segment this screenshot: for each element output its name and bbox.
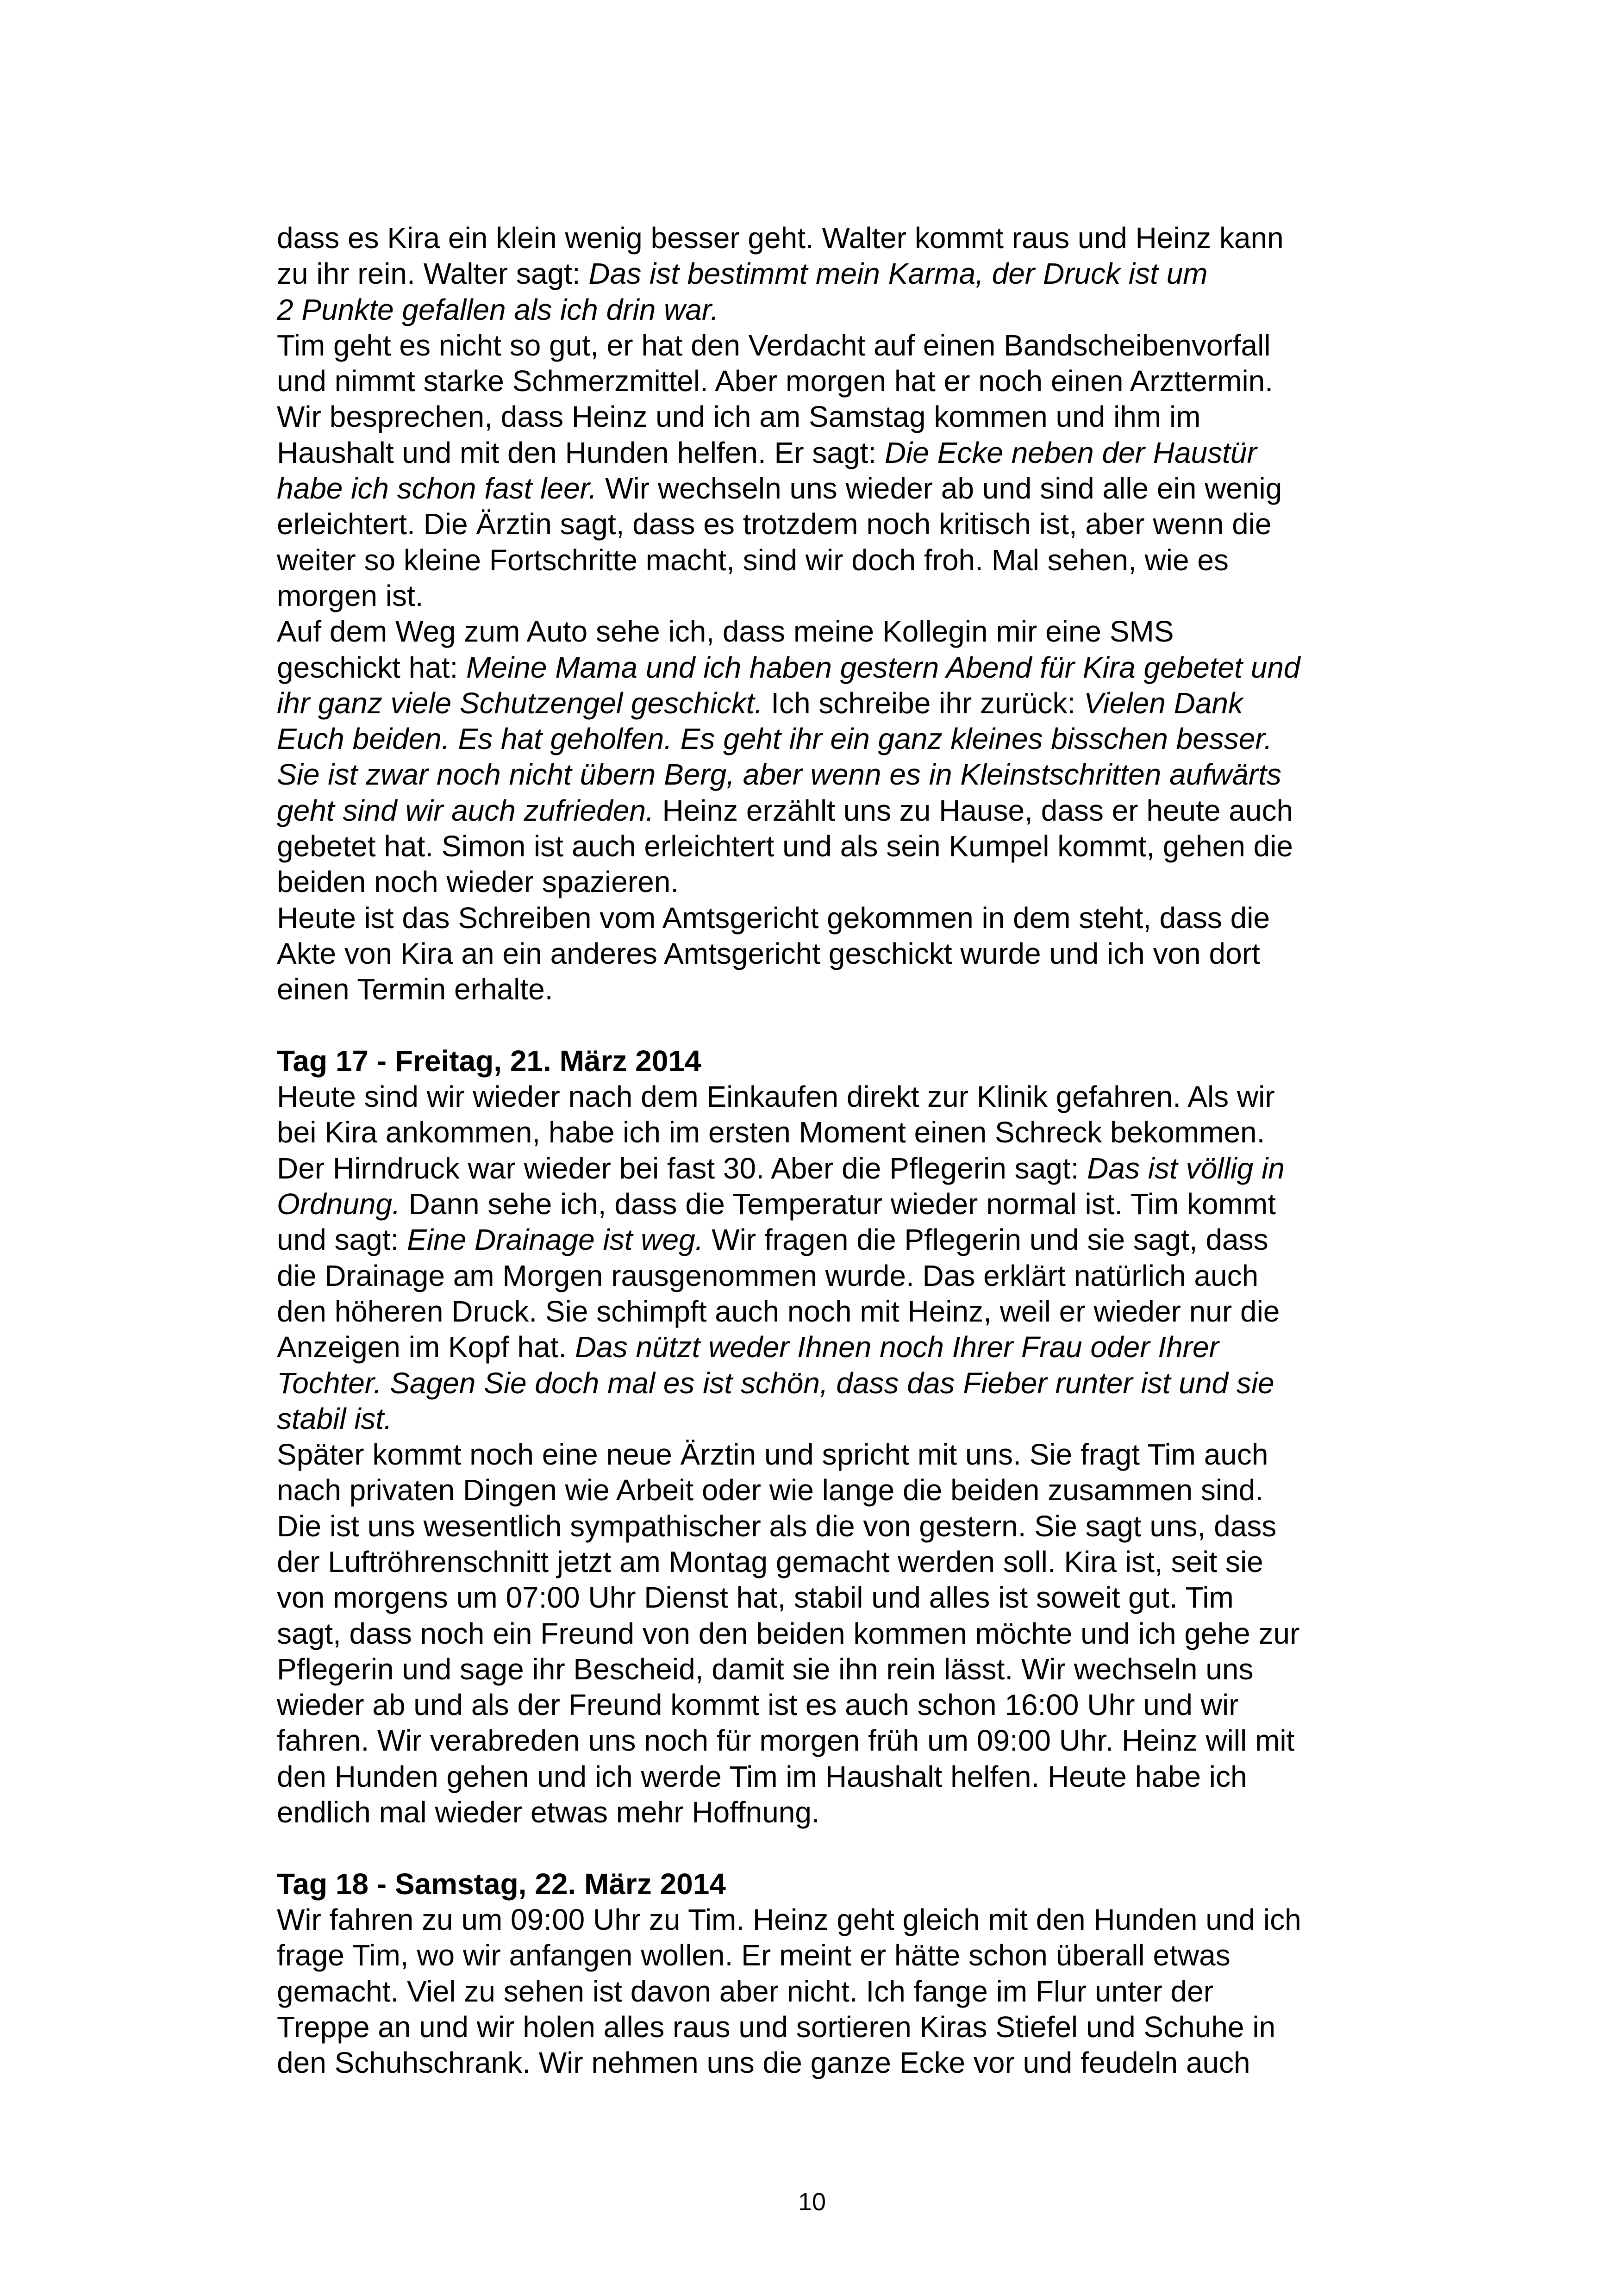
text-segment: Heute sind wir wieder nach dem Einkaufen direkt zur Klinik gefahren. Als wir [277,1080,1275,1114]
text-segment: morgen ist. [277,579,424,612]
text-segment: gebetet hat. Simon ist auch erleichtert und als sein Kumpel kommt, gehen die [277,829,1293,863]
text-segment: den höheren Druck. Sie schimpft auch noch mit Heinz, weil er wieder nur die [277,1294,1280,1328]
quoted-speech: Das ist bestimmt mein Karma, der Druck ist um [588,257,1208,291]
text-segment: von morgens um 07:00 Uhr Dienst hat, stabil und alles ist soweit gut. Tim [277,1581,1234,1615]
text-segment: Wir wechseln uns wieder ab und sind alle ein wenig [597,472,1282,505]
text-segment: Auf dem Weg zum Auto sehe ich, dass meine Kollegin mir eine SMS [277,615,1174,649]
text-segment: Wir fragen die Pflegerin und sie sagt, dass [703,1223,1268,1257]
text-line [277,686,1369,721]
text-segment: nach privaten Dingen wie Arbeit oder wie lange die beiden zusammen sind. [277,1473,1264,1507]
text-line [277,1687,1369,1723]
text-line [277,292,1369,328]
text-segment: Haushalt und mit den Hunden helfen. Er sagt: [277,436,885,469]
text-line [277,936,1369,972]
text-line [277,1437,1369,1472]
text-line [277,1079,1369,1115]
paragraph-gap [277,1008,1369,1043]
text-line [277,900,1369,936]
quoted-speech: Ordnung. [277,1187,400,1221]
quoted-speech: ihr ganz viele Schutzengel geschickt. [277,686,763,720]
text-segment: Dann sehe ich, dass die Temperatur wieder normal ist. Tim kommt [400,1187,1276,1221]
text-line [277,650,1369,686]
text-line [277,543,1369,578]
text-line [277,328,1369,363]
text-line [277,2009,1369,2045]
text-line [277,1472,1369,1508]
text-line [277,1723,1369,1759]
text-line [277,1759,1369,1795]
text-line [277,793,1369,829]
text-segment: und sagt: [277,1223,407,1257]
section-heading [277,1043,1369,1079]
text-line [277,757,1369,792]
text-line [277,506,1369,542]
text-line [277,972,1369,1007]
quoted-speech: Meine Mama und ich haben gestern Abend für Kira gebetet und [466,650,1300,684]
text-line [277,1616,1369,1652]
text-line [277,1974,1369,2009]
text-line [277,1580,1369,1615]
text-segment: Tag 18 - Samstag, 22. März 2014 [277,1867,726,1901]
text-line [277,1186,1369,1222]
quoted-speech: habe ich schon fast leer. [277,472,597,505]
text-segment: erleichtert. Die Ärztin sagt, dass es trotzdem noch kritisch ist, aber wenn die [277,507,1272,541]
quoted-speech: Euch beiden. Es hat geholfen. Es geht ihr ein ganz kleines bisschen besser. [277,722,1273,756]
text-line [277,1509,1369,1544]
text-segment: Akte von Kira an ein anderes Amtsgericht geschickt wurde und ich von dort [277,936,1260,970]
text-line [277,1902,1369,1938]
text-segment: einen Termin erhalte. [277,973,553,1006]
page-number: 10 [798,2188,826,2216]
quoted-speech: Vielen Dank [1084,686,1243,720]
text-line [277,1222,1369,1258]
text-segment: sagt, dass noch ein Freund von den beiden kommen möchte und ich gehe zur [277,1616,1300,1650]
text-line [277,721,1369,757]
text-line [277,864,1369,900]
paragraph-gap [277,1830,1369,1866]
text-line [277,1151,1369,1186]
text-line [277,1401,1369,1437]
text-line [277,435,1369,471]
text-segment: zu ihr rein. Walter sagt: [277,257,589,291]
text-line [277,1366,1369,1401]
text-segment: endlich mal wieder etwas mehr Hoffnung. [277,1796,820,1829]
quoted-speech: Das ist völlig in [1087,1151,1285,1185]
text-segment: weiter so kleine Fortschritte macht, sind wir doch froh. Mal sehen, wie es [277,543,1229,577]
text-line [277,2045,1369,2081]
text-line [277,1115,1369,1150]
text-line [277,399,1369,435]
text-segment: frage Tim, wo wir anfangen wollen. Er meint er hätte schon überall etwas [277,1939,1230,1972]
text-segment: fahren. Wir verabreden uns noch für morgen früh um 09:00 Uhr. Heinz will mit [277,1724,1295,1758]
text-segment: Wir besprechen, dass Heinz und ich am Samstag kommen und ihm im [277,400,1201,434]
text-line [277,614,1369,649]
text-line [277,578,1369,614]
text-line [277,363,1369,399]
text-line [277,1294,1369,1329]
text-segment: Treppe an und wir holen alles raus und sortieren Kiras Stiefel und Schuhe in [277,2010,1276,2044]
quoted-speech: Eine Drainage ist weg. [407,1223,704,1257]
text-segment: Heute ist das Schreiben vom Amtsgericht gekommen in dem steht, dass die [277,901,1270,935]
quoted-speech: Das nützt weder Ihnen noch Ihrer Frau oder Ihrer [575,1330,1219,1364]
text-line [277,256,1369,292]
text-segment: Die ist uns wesentlich sympathischer als die von gestern. Sie sagt uns, dass [277,1509,1277,1543]
text-line [277,1329,1369,1365]
text-segment: Wir fahren zu um 09:00 Uhr zu Tim. Heinz geht gleich mit den Hunden und ich [277,1902,1301,1936]
text-line [277,471,1369,506]
quoted-speech: 2 Punkte gefallen als ich drin war. [277,293,719,326]
text-segment: Pflegerin und sage ihr Bescheid, damit sie ihn rein lässt. Wir wechseln uns [277,1652,1254,1686]
text-line [277,1544,1369,1580]
text-segment: gemacht. Viel zu sehen ist davon aber nicht. Ich fange im Flur unter der [277,1974,1214,2008]
text-line [277,1258,1369,1294]
text-segment: beiden noch wieder spazieren. [277,865,679,899]
text-segment: bei Kira ankommen, habe ich im ersten Moment einen Schreck bekommen. [277,1116,1265,1149]
quoted-speech: Die Ecke neben der Haustür [884,436,1257,469]
quoted-speech: geht sind wir auch zufrieden. [277,793,654,827]
text-segment: geschickt hat: [277,650,467,684]
text-segment: den Schuhschrank. Wir nehmen uns die ganze Ecke vor und feudeln auch [277,2046,1250,2080]
text-segment: Der Hirndruck war wieder bei fast 30. Aber die Pflegerin sagt: [277,1151,1087,1185]
section-heading [277,1866,1369,1902]
text-line [277,829,1369,864]
quoted-speech: Sie ist zwar noch nicht übern Berg, aber wenn es in Kleinstschritten aufwärts [277,758,1281,792]
text-segment: Tim geht es nicht so gut, er hat den Verdacht auf einen Bandscheibenvorfall [277,328,1271,362]
text-line [277,1652,1369,1687]
text-segment: dass es Kira ein klein wenig besser geht. Walter kommt raus und Heinz kann [277,221,1284,255]
text-segment: Tag 17 - Freitag, 21. März 2014 [277,1044,701,1078]
text-segment: Ich schreibe ihr zurück: [762,686,1084,720]
text-line [277,1795,1369,1830]
text-segment: wieder ab und als der Freund kommt ist es auch schon 16:00 Uhr und wir [277,1688,1239,1722]
text-segment: Später kommt noch eine neue Ärztin und spricht mit uns. Sie fragt Tim auch [277,1438,1268,1472]
text-segment: der Luftröhrenschnitt jetzt am Montag gemacht werden soll. Kira ist, seit sie [277,1545,1263,1578]
text-line [277,220,1369,256]
page-body-text [277,220,1369,2081]
text-segment: Anzeigen im Kopf hat. [277,1330,575,1364]
quoted-speech: Tochter. Sagen Sie doch mal es ist schön, dass das Fieber runter ist und sie [277,1366,1274,1400]
text-segment: und nimmt starke Schmerzmittel. Aber morgen hat er noch einen Arzttermin. [277,364,1274,398]
text-segment: den Hunden gehen und ich werde Tim im Haushalt helfen. Heute habe ich [277,1759,1247,1793]
text-segment: die Drainage am Morgen rausgenommen wurde. Das erklärt natürlich auch [277,1259,1259,1292]
text-segment: Heinz erzählt uns zu Hause, dass er heute auch [654,793,1293,827]
text-line [277,1938,1369,1973]
quoted-speech: stabil ist. [277,1402,392,1435]
